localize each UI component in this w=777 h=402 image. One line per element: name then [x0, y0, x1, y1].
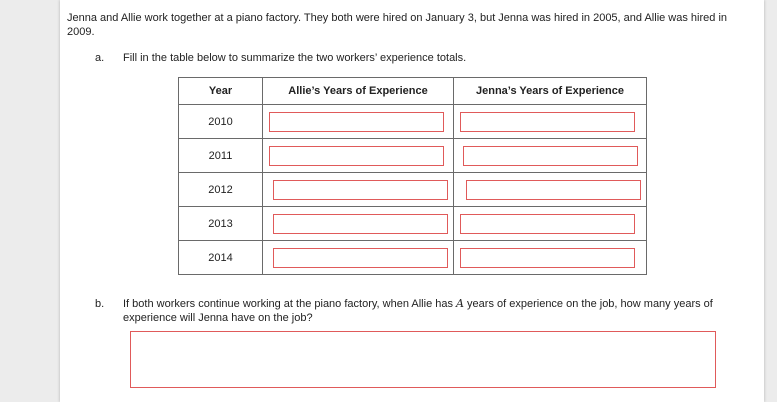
header-jenna-experience: Jenna’s Years of Experience [454, 78, 647, 105]
problem-intro: Jenna and Allie work together at a piano factory. They both were hired on January 3, but Jenna was hired in 2005, and Allie was hired in 2009. [67, 12, 728, 38]
allie-answer-input[interactable] [269, 112, 444, 132]
table-header-row [179, 78, 647, 105]
jenna-cell [454, 241, 647, 275]
year-cell: 2014 [179, 241, 263, 275]
jenna-cell [454, 173, 647, 207]
allie-cell [263, 241, 454, 275]
allie-answer-input[interactable] [273, 180, 448, 200]
jenna-cell [454, 139, 647, 173]
table-row [179, 139, 647, 173]
table-row [179, 241, 647, 275]
jenna-answer-input[interactable] [463, 146, 638, 166]
experience-table [178, 77, 647, 275]
jenna-answer-input[interactable] [460, 248, 635, 268]
part-b-letter: b. [95, 298, 105, 310]
allie-cell [263, 207, 454, 241]
allie-cell [263, 139, 454, 173]
part-a-text: Fill in the table below to summarize the two workers’ experience totals. [123, 52, 467, 64]
jenna-cell [454, 207, 647, 241]
table-row [179, 173, 647, 207]
part-a-letter: a. [95, 52, 105, 64]
part-b-text-after: years of experience on the job, how many years of experience will Jenna have on the job? [123, 298, 713, 324]
allie-cell [263, 105, 454, 139]
header-year: Year [179, 78, 263, 105]
year-cell: 2010 [179, 105, 263, 139]
jenna-answer-input[interactable] [460, 214, 635, 234]
table-row [179, 207, 647, 241]
header-allie-experience: Allie’s Years of Experience [263, 78, 454, 105]
allie-cell [263, 173, 454, 207]
part-b-text [123, 297, 760, 325]
allie-answer-input[interactable] [273, 248, 448, 268]
allie-answer-input[interactable] [273, 214, 448, 234]
year-cell: 2012 [179, 173, 263, 207]
worksheet-page [60, 0, 764, 402]
year-cell: 2011 [179, 139, 263, 173]
table-row [179, 105, 647, 139]
allie-answer-input[interactable] [269, 146, 444, 166]
year-cell: 2013 [179, 207, 263, 241]
jenna-answer-input[interactable] [460, 112, 635, 132]
part-b-answer-input[interactable] [130, 331, 716, 388]
part-b-text-before: If both workers continue working at the piano factory, when Allie has [123, 298, 457, 310]
part-a-prompt [95, 51, 466, 65]
jenna-answer-input[interactable] [466, 180, 641, 200]
variable-a: A [456, 297, 464, 310]
jenna-cell [454, 105, 647, 139]
part-b-prompt [95, 297, 760, 325]
